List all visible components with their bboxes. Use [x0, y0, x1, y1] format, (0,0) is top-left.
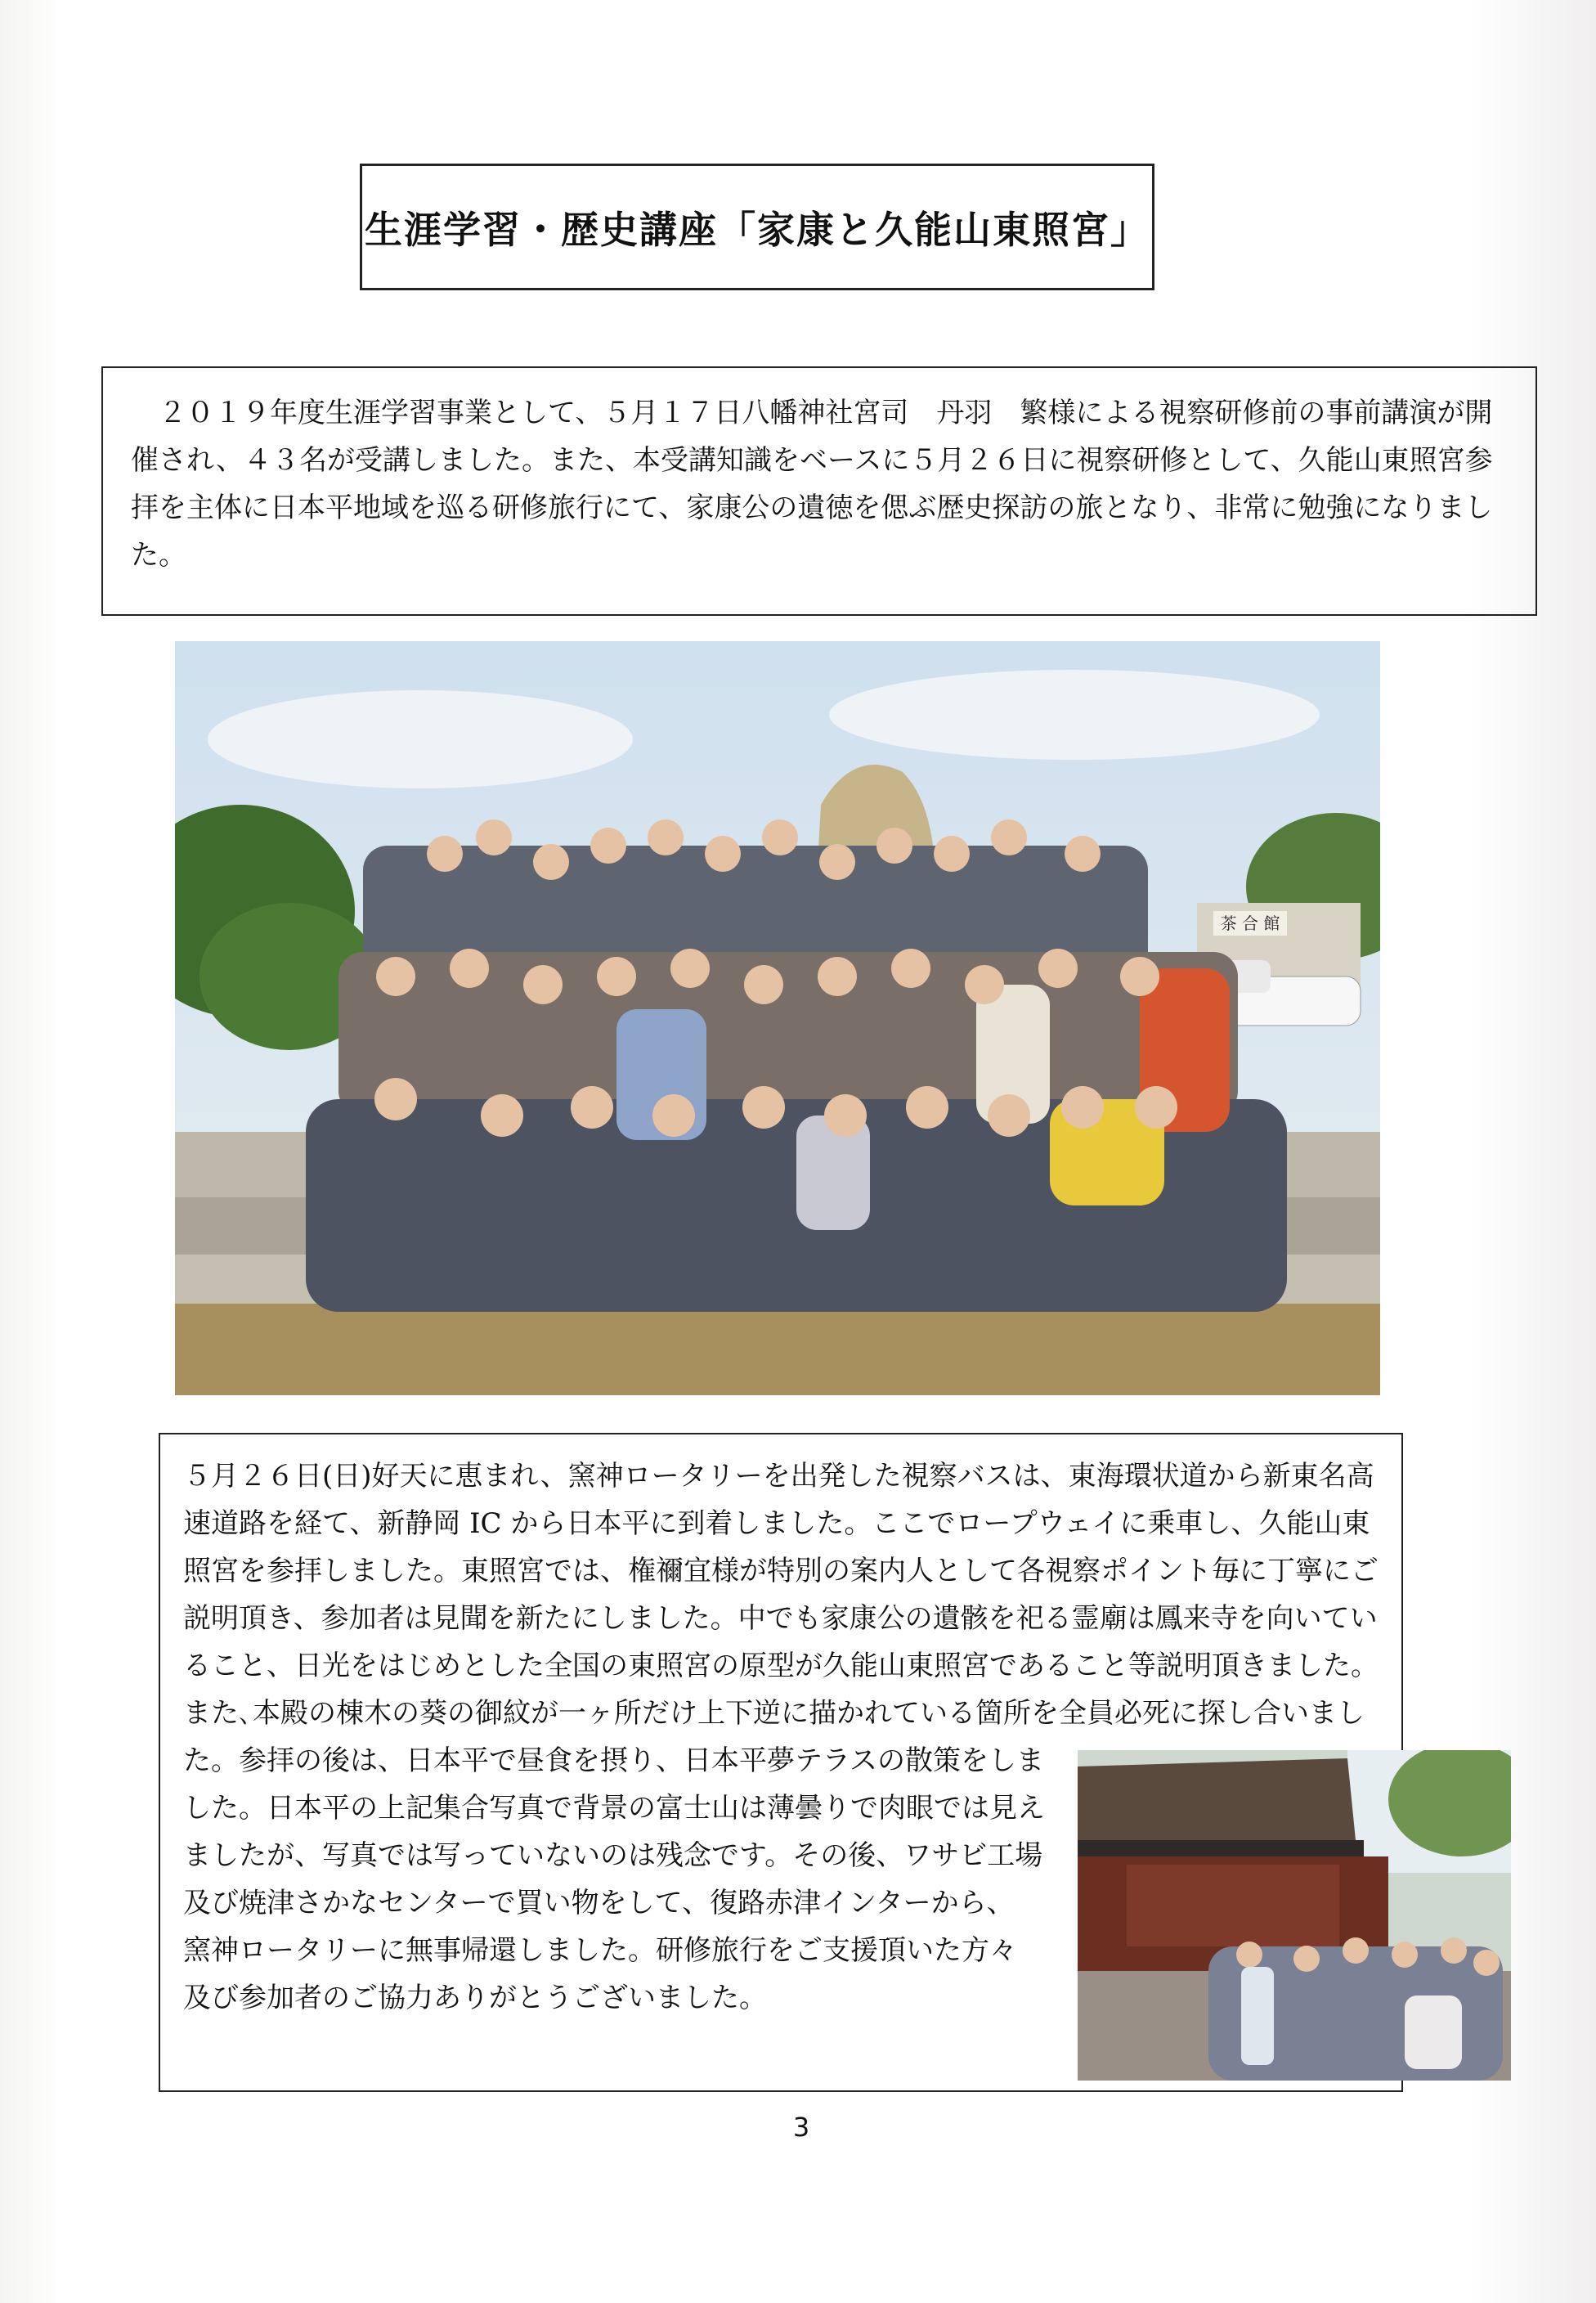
shrine-photo — [1078, 1750, 1511, 2081]
report-line: 窯神ロータリーに無事帰還しました。研修旅行をご支援頂いた方々 — [183, 1934, 1017, 1967]
intro-paragraph: ２０１９年度生涯学習事業として、５月１７日八幡神社宮司 丹羽 繁様による視察研修前の事前講演が開催され、４３名が受講しました。また、本受講知識をベースに５月２６日に視察研修として、久能山東照宮参拝を主体に日本平地域を巡る研修旅行にて、家康公の遺徳を偲ぶ歴史探訪の旅となり、非常に勉強になりました。 — [131, 397, 1493, 572]
report-line: た。参拝の後は、日本平で昼食を摂り、日本平夢テラスの散策をしま — [183, 1744, 1044, 1777]
page-title — [360, 164, 1154, 290]
report-line: 説明頂き、参加者は見聞を新たにしました。中でも家康公の遺骸を祀る霊廟は鳳来寺を向いてい — [183, 1602, 1378, 1635]
group-photo — [175, 641, 1380, 1395]
report-line: 及び焼津さかなセンターで買い物をして、復路赤津インターから、 — [183, 1887, 1015, 1919]
report-line: 速道路を経て、新静岡 IC から日本平に到着しました。ここでロープウェイに乗車し、久能山東 — [183, 1507, 1370, 1540]
group-photo-image — [175, 641, 1380, 1395]
report-line: 照宮を参拝しました。東照宮では、権禰宜様が特別の案内人として各視察ポイント毎に丁寧にご — [183, 1555, 1379, 1587]
report-line: ましたが、写真では写っていないのは残念です。その後、ワサビ工場 — [183, 1839, 1043, 1872]
intro-text-box — [101, 366, 1537, 616]
building-sign: 茶 合 館 — [1220, 914, 1280, 933]
report-line: 及び参加者のご協力ありがとうございました。 — [183, 1982, 767, 2014]
report-line: ること、日光をはじめとした全国の東照宮の原型が久能山東照宮であること等説明頂きました。 — [183, 1650, 1379, 1682]
page-number: 3 — [792, 2112, 810, 2143]
page-title-text: 生涯学習・歴史講座「家康と久能山東照宮」 — [365, 207, 1150, 252]
report-line: また､本殿の棟木の葵の御紋が一ヶ所だけ上下逆に描かれている箇所を全員必死に探し合いまし — [183, 1697, 1365, 1730]
report-line: ５月２６日(日)好天に恵まれ、窯神ロータリーを出発した視察バスは、東海環状道から新東名高 — [183, 1460, 1374, 1493]
shrine-photo-image — [1078, 1750, 1511, 2081]
report-line: した。日本平の上記集合写真で背景の富士山は薄曇りで肉眼では見え — [183, 1792, 1045, 1825]
